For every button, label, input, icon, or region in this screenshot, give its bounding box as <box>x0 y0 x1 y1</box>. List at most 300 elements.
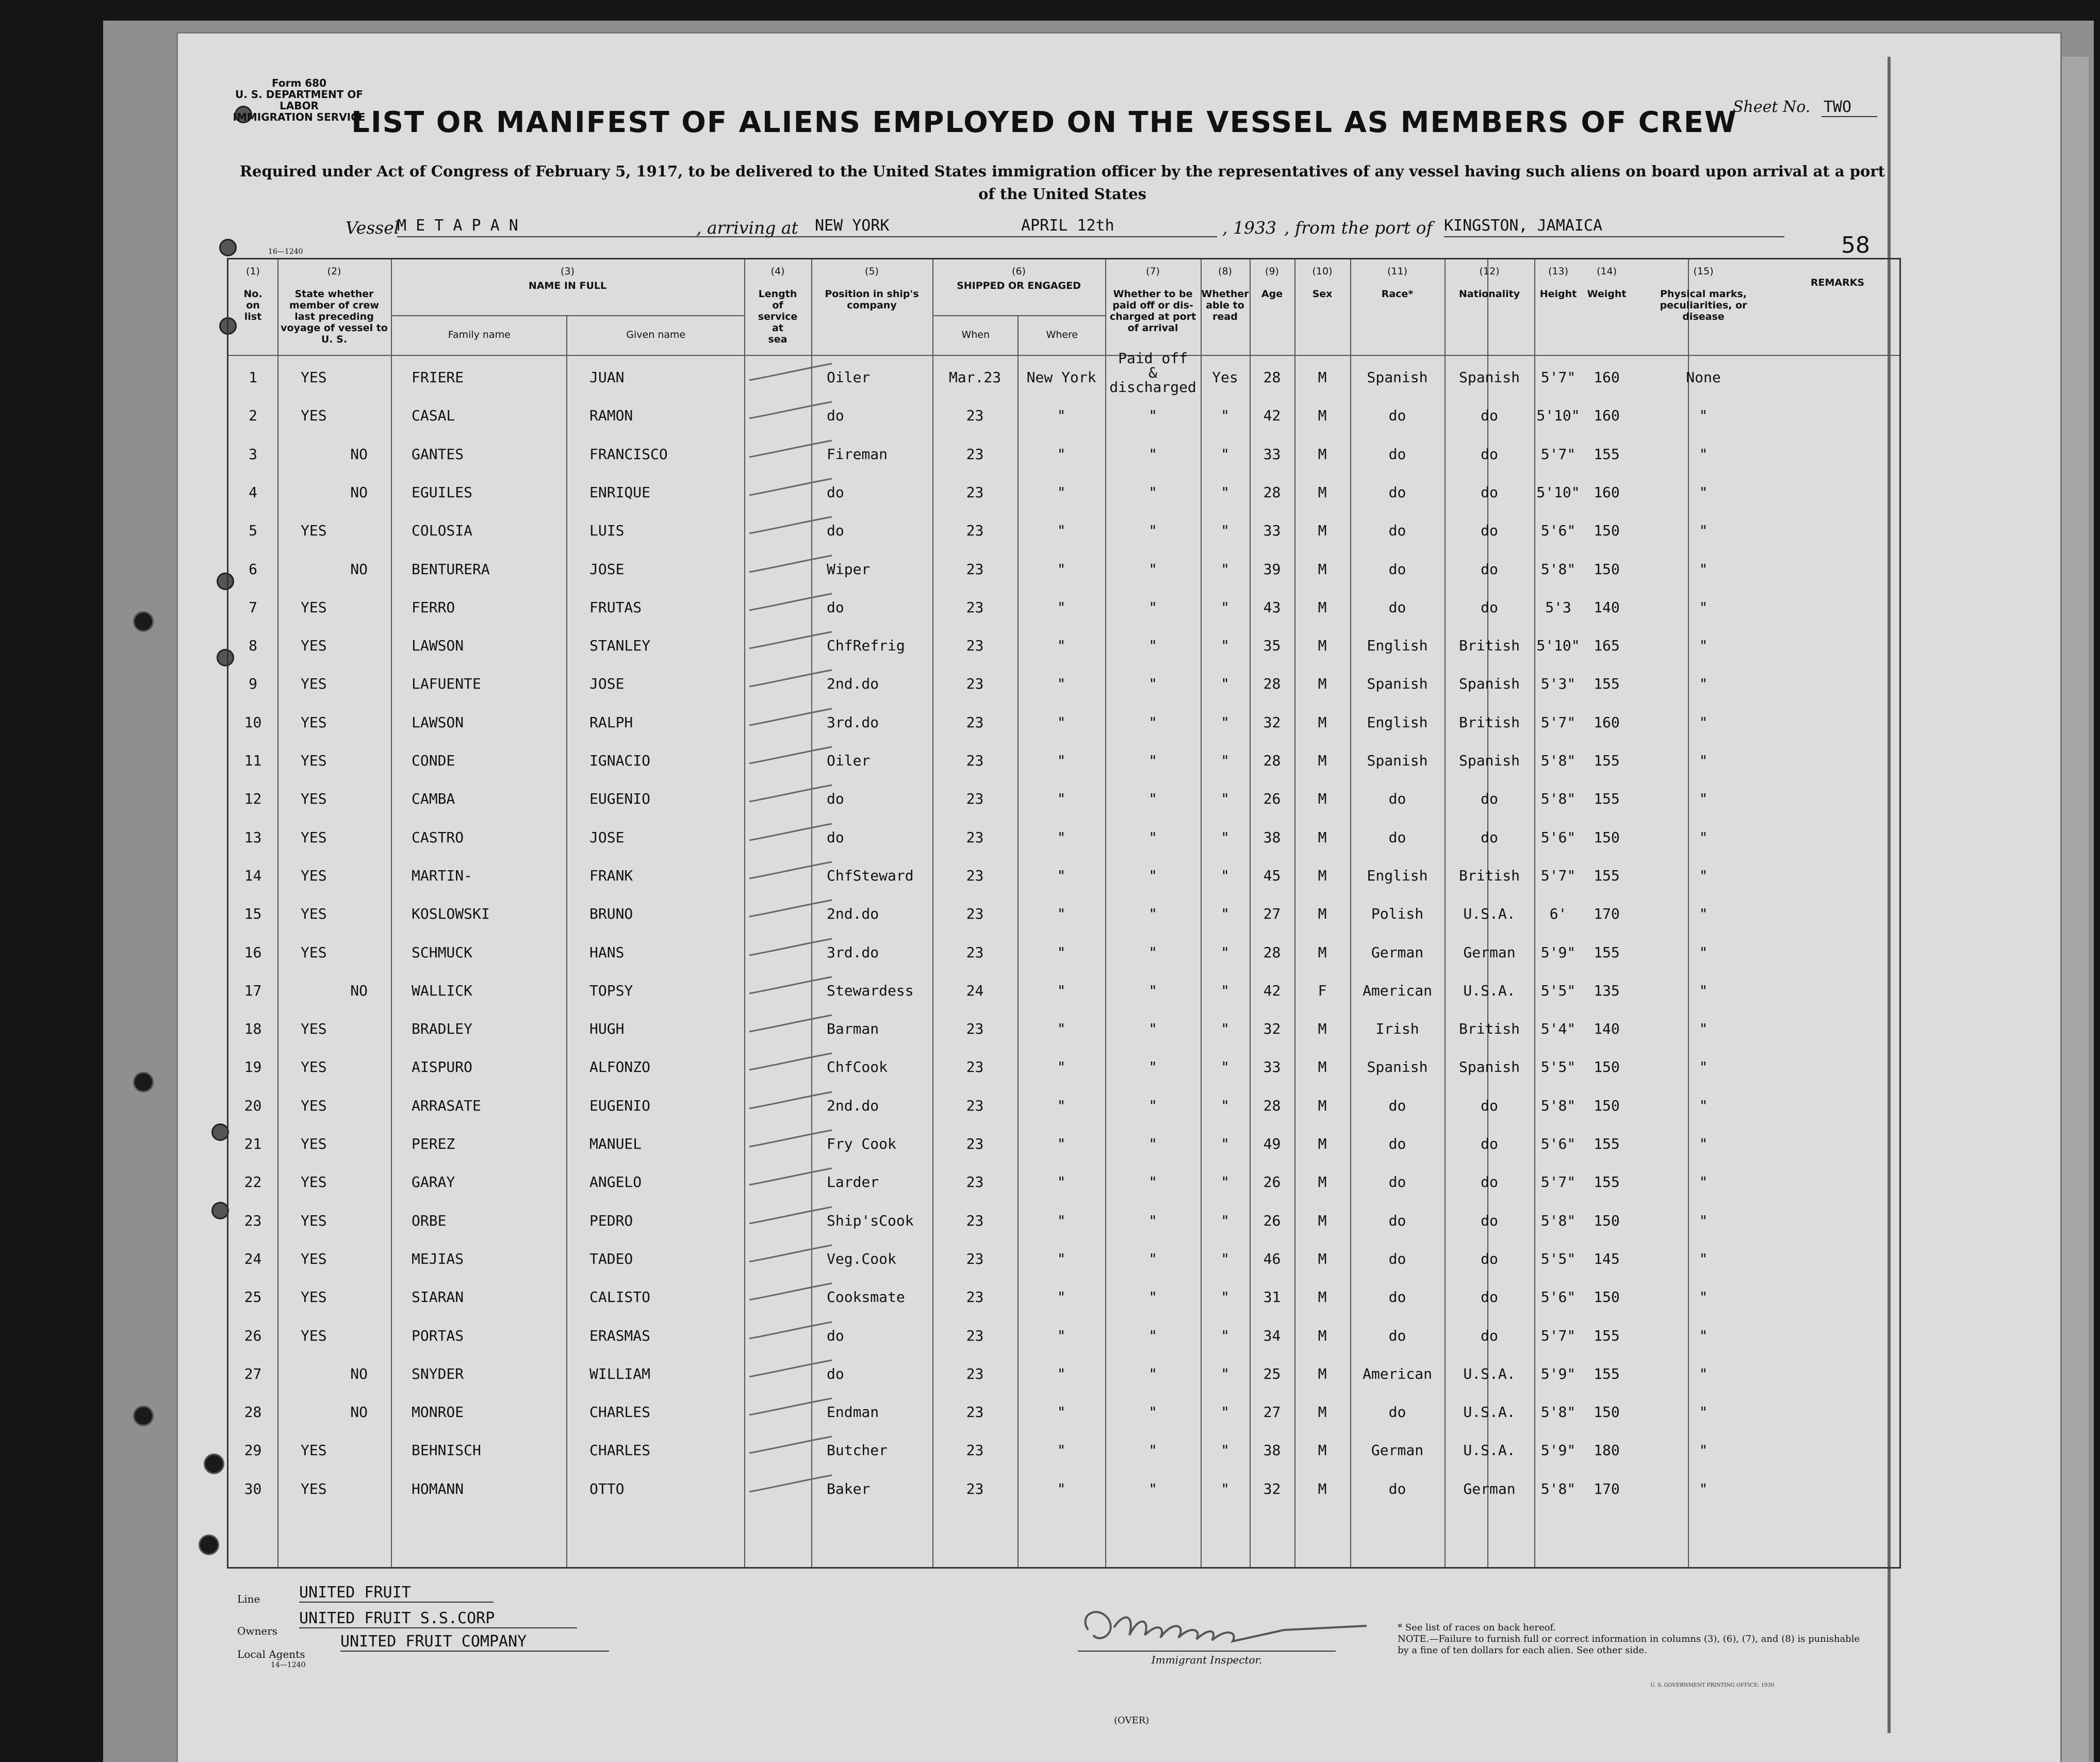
column-label: Sex <box>1312 288 1333 300</box>
cell-no: 22 <box>244 1173 262 1191</box>
cell-height: 5'5" <box>1540 1250 1576 1267</box>
cell-age: 43 <box>1263 598 1281 616</box>
header-divider <box>228 355 1899 356</box>
agents-code: 14—1240 <box>271 1661 306 1669</box>
cell-position: Stewardess <box>827 982 914 999</box>
cell-paid: " <box>1149 828 1157 846</box>
cell-age: 31 <box>1263 1288 1281 1306</box>
cell-sex: M <box>1318 713 1327 731</box>
cell-no: 4 <box>249 483 257 501</box>
cell-marks: " <box>1699 1020 1708 1038</box>
cell-paid: " <box>1149 752 1157 769</box>
cell-given: LUIS <box>589 522 625 540</box>
checkmark-icon <box>747 1090 834 1111</box>
cell-where: " <box>1057 598 1066 616</box>
cell-race: do <box>1388 1135 1406 1152</box>
column-header-16 <box>1776 266 1899 288</box>
column-header-2 <box>277 266 391 345</box>
cell-position: Baker <box>827 1480 871 1497</box>
cell-crew: YES <box>301 867 327 884</box>
cell-when: 24 <box>966 982 984 999</box>
cell-position: Endman <box>827 1404 879 1421</box>
cell-position: 2nd.do <box>827 1097 879 1114</box>
cell-where: " <box>1057 752 1066 769</box>
departure-port: KINGSTON, JAMAICA <box>1444 217 1784 237</box>
column-number: (5) <box>865 266 879 277</box>
cell-when: 23 <box>966 1365 984 1382</box>
cell-marks: " <box>1699 1404 1708 1421</box>
footnote-penalty: NOTE.—Failure to furnish full or correct information in columns (3), (6), (7), and (8) is punishable by a fine of ten dollars for each alien. See other side. <box>1398 1634 1860 1656</box>
cell-weight: 155 <box>1594 1365 1620 1382</box>
line-value: UNITED FRUIT <box>299 1584 494 1603</box>
cell-paid: " <box>1149 1288 1157 1306</box>
cell-height: 5'3 <box>1545 598 1571 616</box>
cell-paid: " <box>1149 598 1157 616</box>
cell-height: 5'7" <box>1540 1327 1576 1344</box>
cell-crew: YES <box>301 1327 327 1344</box>
cell-no: 11 <box>244 752 262 769</box>
table-row <box>228 1239 1899 1277</box>
cell-read: " <box>1221 713 1229 731</box>
table-row <box>228 1430 1899 1469</box>
cell-family: GARAY <box>412 1173 455 1191</box>
cell-nationality: U.S.A. <box>1463 1404 1516 1421</box>
column-number: (4) <box>770 266 785 277</box>
cell-no: 10 <box>244 713 262 731</box>
table-row <box>228 1162 1899 1200</box>
cell-weight: 150 <box>1594 1058 1620 1076</box>
cell-height: 5'8" <box>1540 1097 1576 1114</box>
checkmark-icon <box>747 1396 834 1417</box>
inspector-label: Immigrant Inspector. <box>1078 1651 1336 1666</box>
cell-crew: YES <box>301 790 327 808</box>
cell-when: 23 <box>966 560 984 578</box>
cell-sex: M <box>1318 1480 1327 1497</box>
cell-weight: 155 <box>1594 1173 1620 1191</box>
cell-read: " <box>1221 522 1229 540</box>
checkmark-icon <box>747 822 834 842</box>
cell-crew: YES <box>301 1020 327 1038</box>
cell-race: Spanish <box>1367 1058 1428 1076</box>
cell-age: 28 <box>1263 675 1281 693</box>
cell-where: " <box>1057 790 1066 808</box>
cell-race: do <box>1388 1288 1406 1306</box>
cell-marks: " <box>1699 1097 1708 1114</box>
column-subheader: Family name <box>448 329 511 340</box>
cell-no: 13 <box>244 828 262 846</box>
cell-where: " <box>1057 905 1066 923</box>
cell-family: MARTIN- <box>412 867 473 884</box>
cell-where: " <box>1057 1212 1066 1229</box>
cell-sex: M <box>1318 1250 1327 1267</box>
cell-given: STANLEY <box>589 637 651 655</box>
cell-crew: YES <box>301 1135 327 1152</box>
cell-crew: YES <box>301 675 327 693</box>
cell-position: Fireman <box>827 445 888 463</box>
cell-weight: 150 <box>1594 1288 1620 1306</box>
cell-nationality: do <box>1481 522 1498 540</box>
checkmark-icon <box>747 400 834 420</box>
cell-marks: None <box>1686 369 1721 386</box>
cell-height: 5'7" <box>1540 713 1576 731</box>
cell-where: " <box>1057 1250 1066 1267</box>
cell-where: " <box>1057 1288 1066 1306</box>
cell-race: do <box>1388 1212 1406 1229</box>
cell-given: FRANCISCO <box>589 445 668 463</box>
cell-given: IGNACIO <box>589 752 651 769</box>
cell-where: " <box>1057 1058 1066 1076</box>
cell-where: " <box>1057 637 1066 655</box>
cell-when: 23 <box>966 407 984 425</box>
cell-position: 2nd.do <box>827 675 879 693</box>
cell-crew: YES <box>301 1250 327 1267</box>
arrival-port: NEW YORK <box>815 217 1217 237</box>
cell-where: New York <box>1026 369 1096 386</box>
cell-position: Larder <box>827 1173 879 1191</box>
cell-height: 5'3" <box>1540 675 1576 693</box>
cell-height: 5'7" <box>1540 369 1576 386</box>
checkmark-icon <box>747 1013 834 1034</box>
cell-weight: 155 <box>1594 1327 1620 1344</box>
cell-no: 5 <box>249 522 257 540</box>
column-label: Age <box>1261 288 1283 300</box>
cell-height: 5'5" <box>1540 982 1576 999</box>
column-label: Physical marks, peculiarities, or disease <box>1660 288 1747 322</box>
cell-weight: 140 <box>1594 598 1620 616</box>
cell-height: 5'9" <box>1540 1442 1576 1459</box>
cell-crew: NO <box>350 982 368 999</box>
table-row <box>228 626 1899 664</box>
checkmark-icon <box>747 630 834 650</box>
cell-family: ARRASATE <box>412 1097 481 1114</box>
cell-when: 23 <box>966 598 984 616</box>
cell-read: " <box>1221 905 1229 923</box>
column-header-13 <box>1534 266 1582 300</box>
cell-age: 26 <box>1263 1173 1281 1191</box>
cell-paid: " <box>1149 483 1157 501</box>
cell-marks: " <box>1699 1212 1708 1229</box>
cell-sex: M <box>1318 1288 1327 1306</box>
cell-no: 21 <box>244 1135 262 1152</box>
cell-paid: " <box>1149 790 1157 808</box>
cell-no: 24 <box>244 1250 262 1267</box>
cell-where: " <box>1057 483 1066 501</box>
column-subheader: Given name <box>626 329 686 340</box>
cell-age: 28 <box>1263 752 1281 769</box>
cell-height: 5'8" <box>1540 790 1576 808</box>
cell-position: ChfSteward <box>827 867 914 884</box>
cell-sex: M <box>1318 828 1327 846</box>
cell-paid: " <box>1149 1135 1157 1152</box>
cell-position: Oiler <box>827 752 871 769</box>
cell-family: LAWSON <box>412 637 464 655</box>
cell-family: KOSLOWSKI <box>412 905 490 923</box>
cell-family: MONROE <box>412 1404 464 1421</box>
checkmark-icon <box>747 1281 834 1302</box>
cell-position: do <box>827 828 844 846</box>
cell-no: 19 <box>244 1058 262 1076</box>
cell-crew: YES <box>301 407 327 425</box>
cell-nationality: Spanish <box>1458 675 1520 693</box>
cell-paid: " <box>1149 407 1157 425</box>
cell-when: 23 <box>966 483 984 501</box>
cell-nationality: U.S.A. <box>1463 905 1516 923</box>
cell-read: " <box>1221 445 1229 463</box>
cell-age: 25 <box>1263 1365 1281 1382</box>
cell-height: 5'10" <box>1536 483 1580 501</box>
cell-family: WALLICK <box>412 982 473 999</box>
cell-paid: " <box>1149 1250 1157 1267</box>
column-label: REMARKS <box>1810 277 1865 288</box>
cell-given: MANUEL <box>589 1135 642 1152</box>
cell-where: " <box>1057 445 1066 463</box>
cell-nationality: U.S.A. <box>1463 982 1516 999</box>
cell-family: SIARAN <box>412 1288 464 1306</box>
cell-sex: M <box>1318 867 1327 884</box>
cell-height: 5'9" <box>1540 1365 1576 1382</box>
checkmark-icon <box>747 1473 834 1494</box>
cell-when: 23 <box>966 1327 984 1344</box>
cell-position: do <box>827 598 844 616</box>
cell-crew: NO <box>350 560 368 578</box>
table-row <box>228 1277 1899 1315</box>
cell-age: 27 <box>1263 905 1281 923</box>
cell-nationality: do <box>1481 407 1498 425</box>
cell-sex: M <box>1318 637 1327 655</box>
cell-weight: 150 <box>1594 560 1620 578</box>
cell-given: CHARLES <box>589 1442 651 1459</box>
table-row <box>228 1009 1899 1047</box>
column-header-8 <box>1201 266 1250 322</box>
cell-position: 3rd.do <box>827 713 879 731</box>
column-header-6 <box>932 266 1105 291</box>
table-row <box>228 588 1899 626</box>
cell-height: 5'8" <box>1540 1480 1576 1497</box>
cell-given: JUAN <box>589 369 625 386</box>
column-label: Race* <box>1381 288 1414 300</box>
cell-weight: 155 <box>1594 752 1620 769</box>
checkmark-icon <box>747 783 834 804</box>
sheet-label: Sheet No. <box>1733 98 1811 116</box>
cell-age: 26 <box>1263 1212 1281 1229</box>
cell-nationality: do <box>1481 560 1498 578</box>
cell-sex: M <box>1318 1020 1327 1038</box>
column-label: SHIPPED OR ENGAGED <box>957 280 1081 291</box>
cell-given: FRANK <box>589 867 633 884</box>
cell-paid: " <box>1149 1327 1157 1344</box>
cell-position: Fry Cook <box>827 1135 896 1152</box>
cell-marks: " <box>1699 1480 1708 1497</box>
cell-race: do <box>1388 483 1406 501</box>
cell-race: do <box>1388 1480 1406 1497</box>
cell-when: 23 <box>966 905 984 923</box>
cell-given: ANGELO <box>589 1173 642 1191</box>
checkmark-icon <box>747 898 834 919</box>
cell-read: " <box>1221 598 1229 616</box>
cell-when: 23 <box>966 1212 984 1229</box>
binder-hole-icon <box>133 1406 154 1426</box>
cell-crew: YES <box>301 522 327 540</box>
cell-paid: " <box>1149 905 1157 923</box>
cell-crew: YES <box>301 1097 327 1114</box>
cell-nationality: British <box>1458 1020 1520 1038</box>
cell-marks: " <box>1699 790 1708 808</box>
column-header-7 <box>1105 266 1201 334</box>
table-row <box>228 434 1899 472</box>
cell-where: " <box>1057 1097 1066 1114</box>
cell-family: SNYDER <box>412 1365 464 1382</box>
cell-given: RAMON <box>589 407 633 425</box>
cell-age: 42 <box>1263 982 1281 999</box>
cell-read: " <box>1221 1288 1229 1306</box>
cell-nationality: British <box>1458 637 1520 655</box>
cell-weight: 160 <box>1594 407 1620 425</box>
cell-given: BRUNO <box>589 905 633 923</box>
cell-race: do <box>1388 1250 1406 1267</box>
table-row <box>228 664 1899 702</box>
checkmark-icon <box>747 515 834 535</box>
cell-crew: NO <box>350 445 368 463</box>
cell-age: 32 <box>1263 713 1281 731</box>
cell-nationality: do <box>1481 598 1498 616</box>
cell-race: do <box>1388 1173 1406 1191</box>
table-row <box>228 856 1899 894</box>
cell-family: MEJIAS <box>412 1250 464 1267</box>
cell-read: " <box>1221 943 1229 961</box>
cell-where: " <box>1057 867 1066 884</box>
table-row <box>228 933 1899 971</box>
cell-marks: " <box>1699 445 1708 463</box>
vessel-name: M E T A P A N <box>397 217 913 237</box>
cell-given: OTTO <box>589 1480 625 1497</box>
cell-where: " <box>1057 1020 1066 1038</box>
checkmark-icon <box>747 477 834 497</box>
cell-nationality: do <box>1481 1327 1498 1344</box>
owners-value: UNITED FRUIT S.S.CORP <box>299 1609 577 1628</box>
cell-weight: 165 <box>1594 637 1620 655</box>
checkmark-icon <box>747 362 834 382</box>
cell-weight: 160 <box>1594 483 1620 501</box>
cell-given: CALISTO <box>589 1288 651 1306</box>
page-title: LIST OR MANIFEST OF ALIENS EMPLOYED ON THE VESSEL AS MEMBERS OF CREW <box>351 106 1737 139</box>
column-number: (10) <box>1312 266 1333 277</box>
cell-when: 23 <box>966 1058 984 1076</box>
cell-read: " <box>1221 483 1229 501</box>
cell-nationality: do <box>1481 1212 1498 1229</box>
cell-height: 5'6" <box>1540 828 1576 846</box>
cell-nationality: Spanish <box>1458 369 1520 386</box>
cell-sex: M <box>1318 1365 1327 1382</box>
cell-given: JOSE <box>589 560 625 578</box>
table-row <box>228 1124 1899 1162</box>
column-subheader: Where <box>1046 329 1078 340</box>
cell-crew: YES <box>301 1288 327 1306</box>
cell-paid: " <box>1149 1020 1157 1038</box>
checkmark-icon <box>747 1128 834 1149</box>
column-label: Nationality <box>1458 288 1520 300</box>
cell-paid: Paid off & discharged <box>1109 350 1196 396</box>
cell-sex: M <box>1318 752 1327 769</box>
cell-age: 26 <box>1263 790 1281 808</box>
cell-sex: M <box>1318 1404 1327 1421</box>
column-number: (3) <box>561 266 575 277</box>
footnote <box>1398 1622 1862 1656</box>
cell-height: 5'7" <box>1540 445 1576 463</box>
cell-sex: M <box>1318 407 1327 425</box>
cell-race: English <box>1367 867 1428 884</box>
cell-race: Spanish <box>1367 752 1428 769</box>
cell-race: do <box>1388 1327 1406 1344</box>
table-row <box>228 1047 1899 1085</box>
cell-weight: 140 <box>1594 1020 1620 1038</box>
cell-where: " <box>1057 522 1066 540</box>
cell-read: " <box>1221 675 1229 693</box>
cell-height: 5'8" <box>1540 560 1576 578</box>
cell-nationality: U.S.A. <box>1463 1365 1516 1382</box>
cell-when: 23 <box>966 675 984 693</box>
cell-height: 5'8" <box>1540 1212 1576 1229</box>
cell-race: American <box>1363 1365 1432 1382</box>
checkmark-icon <box>747 1166 834 1187</box>
sheet-value: TWO <box>1822 98 1877 117</box>
column-label: Position in ship's company <box>825 288 919 311</box>
cell-nationality: do <box>1481 1135 1498 1152</box>
cell-sex: M <box>1318 1135 1327 1152</box>
cell-marks: " <box>1699 483 1708 501</box>
cell-weight: 155 <box>1594 675 1620 693</box>
table-row <box>228 350 1899 396</box>
cell-race: Spanish <box>1367 369 1428 386</box>
cell-crew: YES <box>301 943 327 961</box>
cell-sex: M <box>1318 675 1327 693</box>
cell-marks: " <box>1699 675 1708 693</box>
cell-read: " <box>1221 1327 1229 1344</box>
cell-crew: YES <box>301 598 327 616</box>
cell-paid: " <box>1149 1097 1157 1114</box>
cell-crew: YES <box>301 369 327 386</box>
cell-nationality: British <box>1458 713 1520 731</box>
cell-race: Polish <box>1371 905 1424 923</box>
cell-sex: M <box>1318 943 1327 961</box>
checkmark-icon <box>747 592 834 612</box>
cell-age: 35 <box>1263 637 1281 655</box>
cell-age: 28 <box>1263 943 1281 961</box>
crew-manifest-table <box>227 258 1901 1569</box>
table-row <box>228 511 1899 549</box>
column-header-11 <box>1350 266 1445 300</box>
cell-marks: " <box>1699 905 1708 923</box>
agents-label: Local Agents <box>237 1648 305 1660</box>
cell-marks: " <box>1699 752 1708 769</box>
owners-label: Owners <box>237 1625 278 1637</box>
cell-no: 3 <box>249 445 257 463</box>
cell-sex: M <box>1318 1058 1327 1076</box>
cell-read: " <box>1221 752 1229 769</box>
cell-crew: YES <box>301 752 327 769</box>
cell-position: do <box>827 790 844 808</box>
cell-nationality: British <box>1458 867 1520 884</box>
cell-where: " <box>1057 1173 1066 1191</box>
cell-position: do <box>827 522 844 540</box>
cell-position: Veg.Cook <box>827 1250 896 1267</box>
cell-marks: " <box>1699 407 1708 425</box>
column-number: (12) <box>1479 266 1500 277</box>
cell-family: CASAL <box>412 407 455 425</box>
cell-race: German <box>1371 1442 1424 1459</box>
table-row <box>228 1201 1899 1239</box>
table-row <box>228 1392 1899 1430</box>
cell-age: 28 <box>1263 369 1281 386</box>
